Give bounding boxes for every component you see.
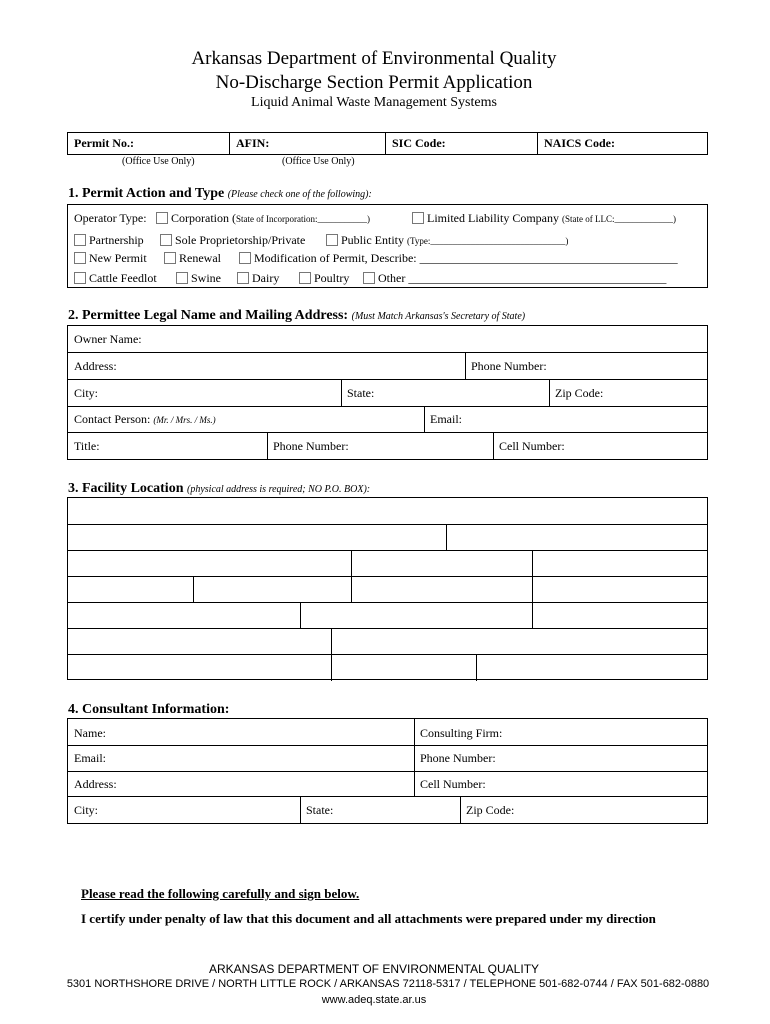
permittee-table <box>67 325 708 460</box>
owner-name-field[interactable]: Owner Name: <box>74 332 142 346</box>
consultant-cell-field[interactable]: Cell Number: <box>420 777 486 791</box>
option-sole-proprietorship[interactable]: Sole Proprietorship/Private <box>160 233 305 248</box>
new-permit-checkbox[interactable] <box>74 252 86 264</box>
section-3-heading: 3. Facility Location (physical address is required; NO P.O. BOX): <box>68 481 371 496</box>
form-title-section: No-Discharge Section Permit Application <box>215 72 533 93</box>
option-partnership[interactable]: Partnership <box>74 233 144 248</box>
office-use-note: (Office Use Only) <box>282 156 355 167</box>
office-use-table <box>67 132 708 155</box>
consultant-state-field[interactable]: State: <box>306 803 334 817</box>
option-corporation[interactable]: Corporation (State of Incorporation:___________) <box>156 211 370 226</box>
phone-field-2[interactable]: Phone Number: <box>273 439 349 453</box>
section-2-heading: 2. Permittee Legal Name and Mailing Address: (Must Match Arkansas's Secretary of State) <box>68 308 526 323</box>
zip-field[interactable]: Zip Code: <box>555 386 604 400</box>
llc-checkbox[interactable] <box>412 212 424 224</box>
footer-agency: ARKANSAS DEPARTMENT OF ENVIRONMENTAL QUALITY <box>208 962 540 976</box>
title-field[interactable]: Title: <box>74 439 100 453</box>
option-swine[interactable]: Swine <box>176 271 221 286</box>
state-field[interactable]: State: <box>347 386 375 400</box>
section-4-heading: 4. Consultant Information: <box>68 702 230 717</box>
contact-person-field[interactable]: Contact Person: (Mr. / Mrs. / Ms.) <box>74 412 216 426</box>
consultant-table <box>67 718 708 824</box>
form-title-agency: Arkansas Department of Environmental Quality <box>191 48 557 69</box>
afin-label: AFIN: <box>236 136 270 150</box>
dairy-checkbox[interactable] <box>237 272 249 284</box>
email-field[interactable]: Email: <box>430 412 462 426</box>
consultant-zip-field[interactable]: Zip Code: <box>466 803 515 817</box>
other-checkbox[interactable] <box>363 272 375 284</box>
certify-statement: I certify under penalty of law that this document and all attachments were prepared under my direction <box>81 911 656 926</box>
modification-checkbox[interactable] <box>239 252 251 264</box>
option-renewal[interactable]: Renewal <box>164 251 221 266</box>
option-modification[interactable]: Modification of Permit, Describe: ___________________________________________ <box>239 251 678 266</box>
poultry-checkbox[interactable] <box>299 272 311 284</box>
permit-action-box <box>67 204 708 288</box>
cell-field[interactable]: Cell Number: <box>499 439 565 453</box>
renewal-checkbox[interactable] <box>164 252 176 264</box>
consultant-city-field[interactable]: City: <box>74 803 99 817</box>
consulting-firm-field[interactable]: Consulting Firm: <box>420 726 503 740</box>
naics-label: NAICS Code: <box>544 136 616 150</box>
option-new-permit[interactable]: New Permit <box>74 251 147 266</box>
sic-label: SIC Code: <box>392 136 446 150</box>
sole-prop-checkbox[interactable] <box>160 234 172 246</box>
option-poultry[interactable]: Poultry <box>299 271 349 286</box>
certify-instruction: Please read the following carefully and sign below. <box>81 886 360 901</box>
city-field[interactable]: City: <box>74 386 99 400</box>
facility-cell-divider <box>446 524 447 550</box>
consultant-name-field[interactable]: Name: <box>74 726 106 740</box>
consultant-phone-field[interactable]: Phone Number: <box>420 751 496 765</box>
option-llc[interactable]: Limited Liability Company (State of LLC:_____________) <box>412 211 676 226</box>
facility-location-table <box>67 497 708 680</box>
address-field[interactable]: Address: <box>74 359 117 373</box>
section-1-heading: 1. Permit Action and Type (Please check one of the following): <box>68 186 372 201</box>
public-entity-checkbox[interactable] <box>326 234 338 246</box>
option-other[interactable]: Other ___________________________________________ <box>363 271 666 286</box>
swine-checkbox[interactable] <box>176 272 188 284</box>
option-public-entity[interactable]: Public Entity (Type:______________________________) <box>326 233 568 248</box>
cattle-feedlot-checkbox[interactable] <box>74 272 86 284</box>
consultant-address-field[interactable]: Address: <box>74 777 117 791</box>
option-cattle-feedlot[interactable]: Cattle Feedlot <box>74 271 157 286</box>
permit-no-label: Permit No.: <box>74 136 134 150</box>
footer-website[interactable]: www.adeq.state.ar.us <box>321 994 427 1006</box>
operator-type-label: Operator Type: <box>74 211 147 225</box>
phone-field[interactable]: Phone Number: <box>471 359 547 373</box>
consultant-email-field[interactable]: Email: <box>74 751 106 765</box>
option-dairy[interactable]: Dairy <box>237 271 279 286</box>
partnership-checkbox[interactable] <box>74 234 86 246</box>
corporation-checkbox[interactable] <box>156 212 168 224</box>
footer-address: 5301 NORTHSHORE DRIVE / NORTH LITTLE ROCK / ARKANSAS 72118-5317 / TELEPHONE 501-682-0744 / FAX 501-682-0880 <box>66 978 710 990</box>
office-use-note: (Office Use Only) <box>122 156 195 167</box>
form-subtitle: Liquid Animal Waste Management Systems <box>251 95 497 110</box>
